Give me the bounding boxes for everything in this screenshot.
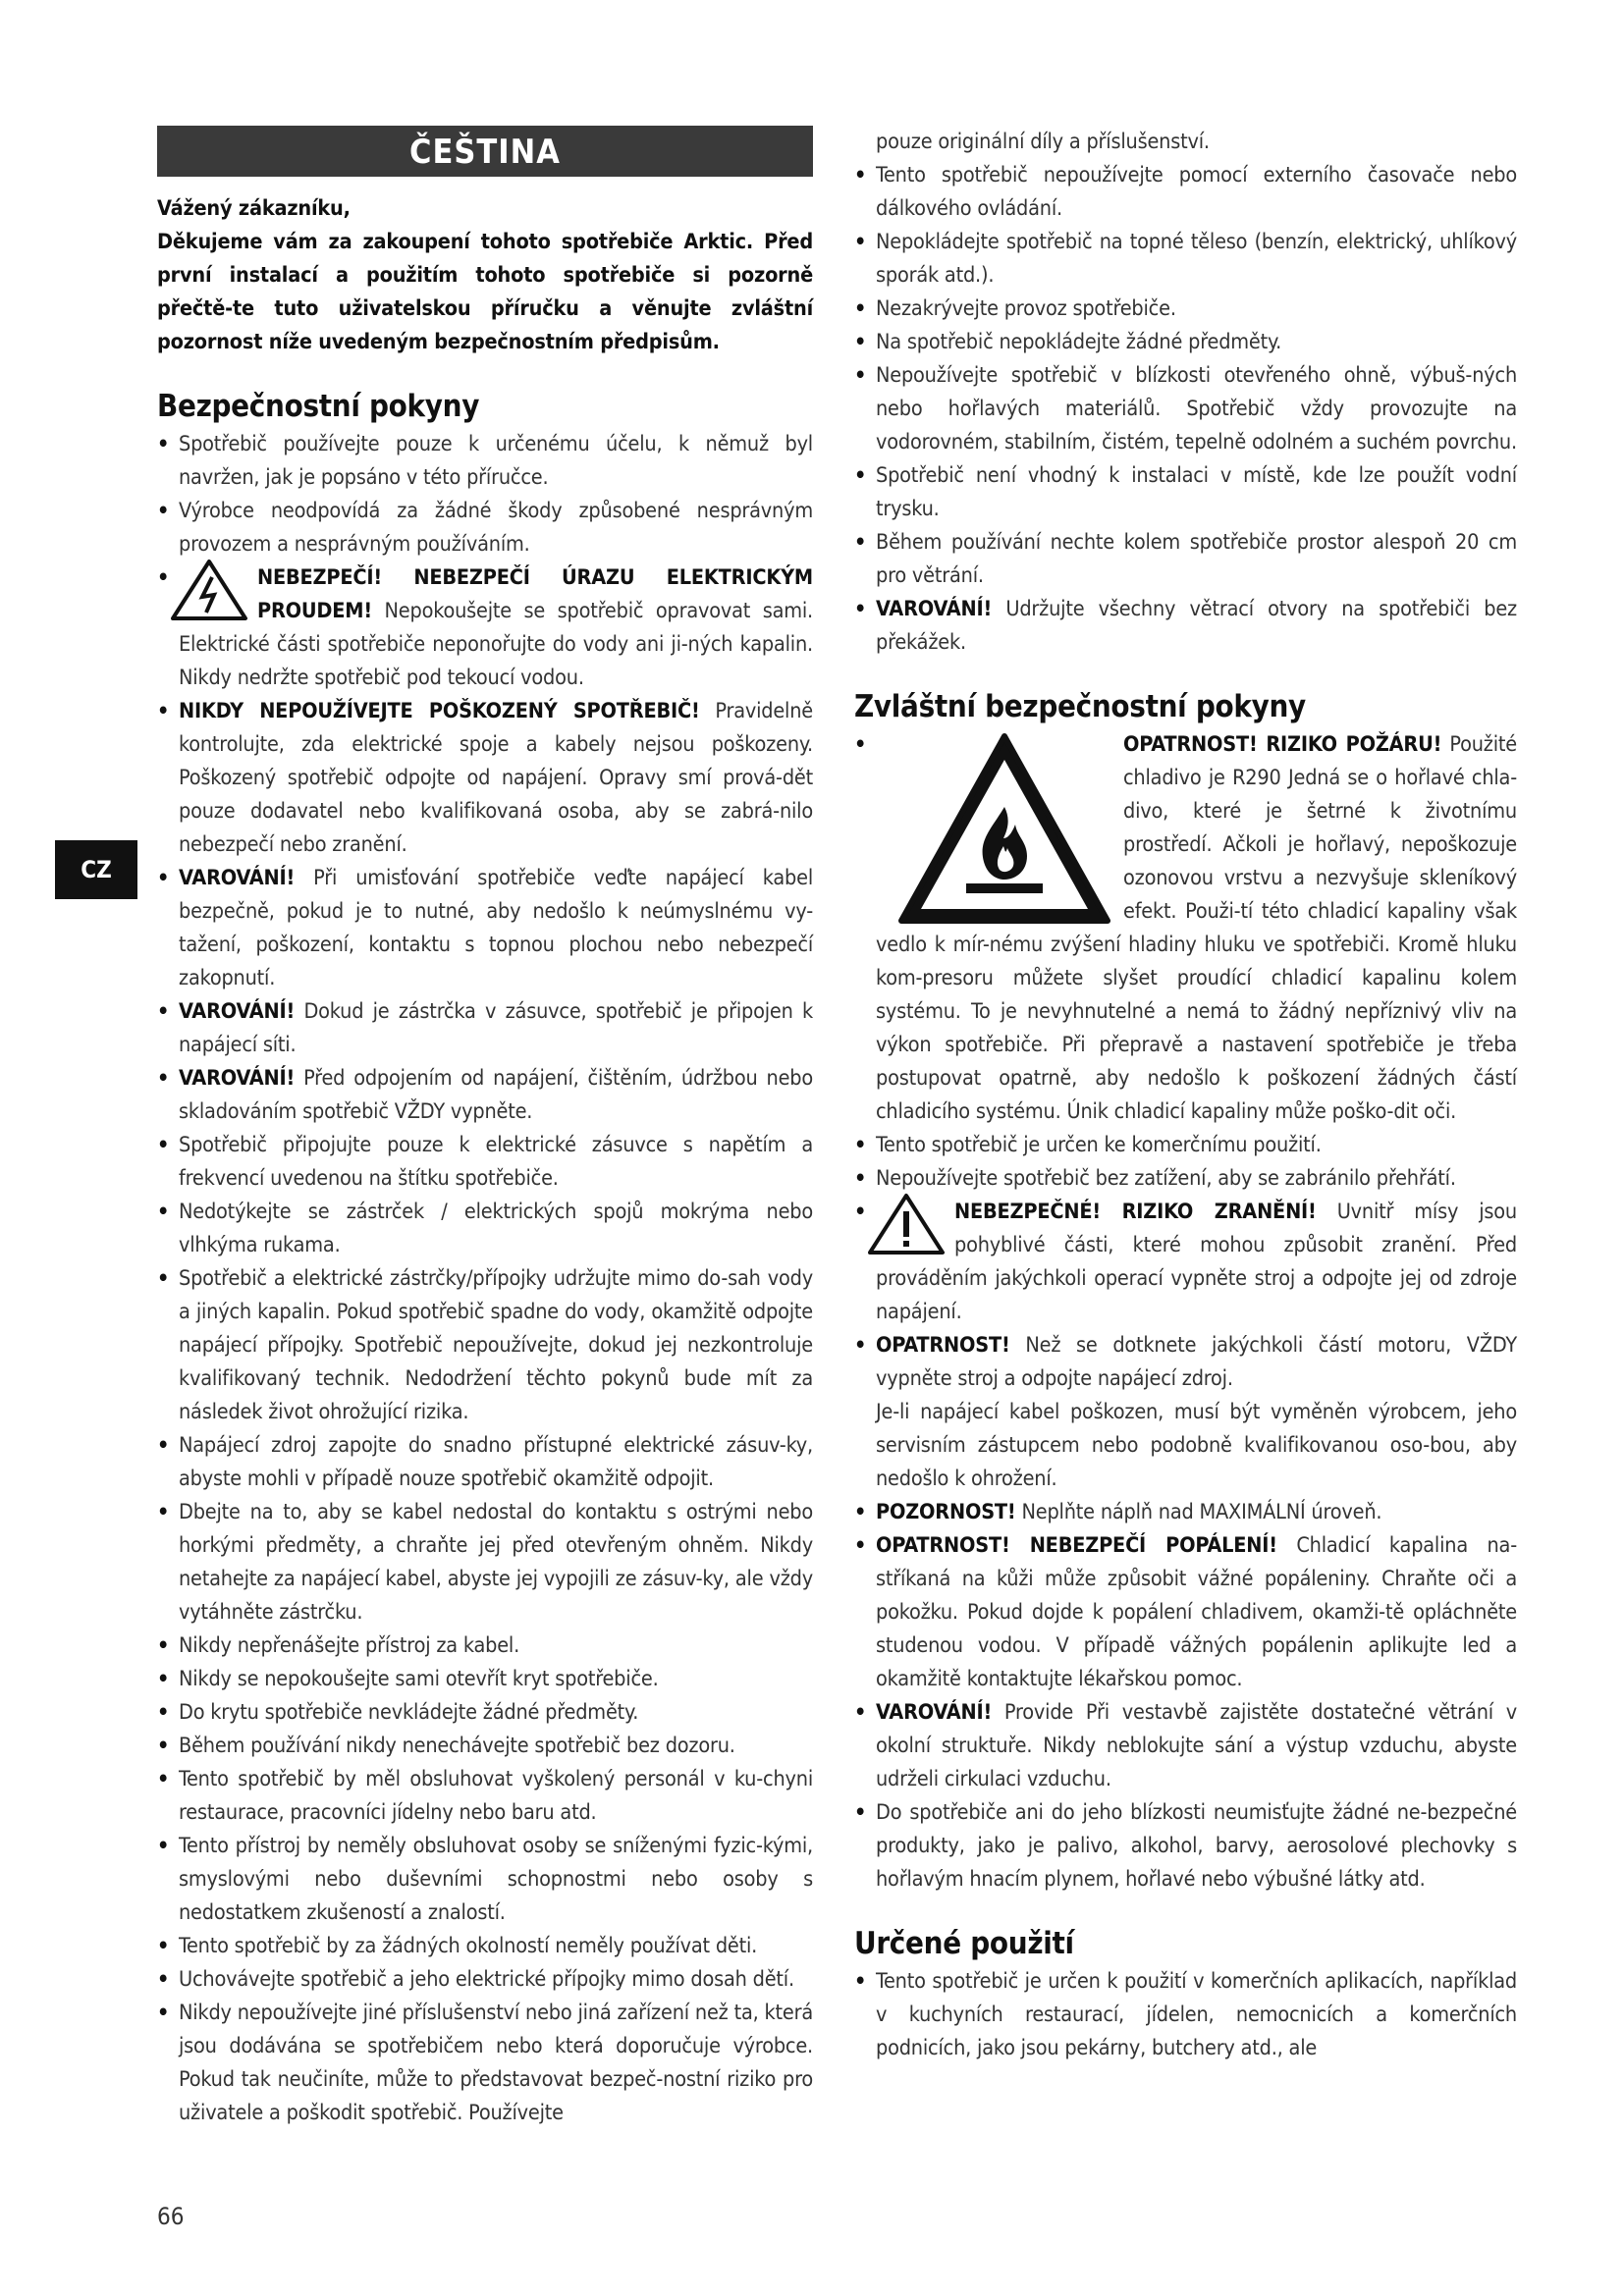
safety-item-text: Tento přístroj by neměly obsluhovat osoby se sníženými fyzic-kými, smyslovými nebo duševními schopnostmi nebo osoby s nedostatkem zkušeností a znalostí.: [179, 1834, 813, 1925]
right-top-item-text: Na spotřebič nepokládejte žádné předměty.: [876, 330, 1282, 354]
special-safety-heading: Zvláštní bezpečnostní pokyny: [854, 689, 1306, 724]
safety-item: [157, 561, 813, 695]
safety-item-text: Dokud je zástrčka v zásuvce, spotřebič je připojen k napájecí síti.: [179, 999, 813, 1057]
safety-item: [157, 1696, 813, 1730]
special-safety-item-text: Provide Při vestavbě zajistěte dostatečné větrání v okolní struktuře. Nikdy neblokujte sání a výstup vzduchu, abyste udrželi cirkulaci vzduchu.: [876, 1700, 1517, 1791]
right-column: [854, 126, 1517, 2065]
safety-item-text: Nikdy nepřenášejte přístroj za kabel.: [179, 1633, 520, 1658]
safety-item: [157, 1730, 813, 1763]
special-safety-item-keyword: POZORNOST!: [876, 1500, 1016, 1524]
safety-item-text: Tento spotřebič by za žádných okolností neměly používat děti.: [179, 1934, 758, 1958]
special-safety-item-keyword: VAROVÁNÍ!: [876, 1700, 993, 1725]
special-safety-item: [854, 1396, 1517, 1496]
safety-item-text: Napájecí zdroj zapojte do snadno přístupné elektrické zásuv-ky, abyste mohli v případě nouze spotřebič okamžitě odpojit.: [179, 1433, 813, 1491]
safety-item-keyword: VAROVÁNÍ!: [179, 999, 296, 1024]
safety-item: [157, 1830, 813, 1930]
intro-greeting: Vážený zákazníku,: [157, 196, 351, 221]
safety-item-text: Nikdy se nepokoušejte sami otevřít kryt spotřebiče.: [179, 1667, 659, 1691]
special-safety-list: [854, 728, 1517, 1896]
safety-item-text: Spotřebič a elektrické zástrčky/přípojky udržujte mimo do-sah vody a jiných kapalin. Pokud spotřebič spadne do vody, okamžitě odpojte napájecí přípojky. Spotřebič nepoužívejte, dokud jej nezkontroluje kvalifikovaný technik. Nedodržení těchto pokynů bude mít za následek život ohrožující rizika.: [179, 1266, 813, 1424]
safety-item-text: Do krytu spotřebiče nevkládejte žádné předměty.: [179, 1700, 639, 1725]
safety-item: [157, 1763, 813, 1830]
right-top-item: [854, 326, 1517, 359]
safety-item: [157, 1930, 813, 1963]
safety-item-keyword: VAROVÁNÍ!: [179, 866, 296, 890]
continuation-text: pouze originální díly a příslušenství.: [876, 130, 1210, 154]
right-top-item-text: Nezakrývejte provoz spotřebiče.: [876, 296, 1176, 321]
electric-shock-warning-icon: [169, 558, 249, 622]
special-safety-item-keyword: OPATRNOST! RIZIKO POŽÁRU!: [1123, 732, 1442, 757]
right-top-item-text: Během používání nechte kolem spotřebiče prostor alespoň 20 cm pro větrání.: [876, 530, 1517, 588]
right-top-item: [854, 526, 1517, 593]
safety-item-text: Pravidelně kontrolujte, zda elektrické spoje a kabely nejsou poškozeny. Poškozený spotřebič odpojte od napájení. Opravy smí prová-dět pouze dodavatel nebo kvalifikovaná osoba, aby se zabrá-nilo nebezpečí nebo zranění.: [179, 699, 813, 857]
safety-item: [157, 862, 813, 995]
special-safety-item: [854, 1529, 1517, 1696]
right-top-item: [854, 593, 1517, 660]
safety-item: [157, 995, 813, 1062]
safety-item-keyword: NIKDY NEPOUŽÍVEJTE POŠKOZENÝ SPOTŘEBIČ!: [179, 699, 700, 723]
right-top-item-keyword: VAROVÁNÍ!: [876, 597, 993, 621]
safety-item: [157, 1496, 813, 1629]
special-safety-item-text: Než se dotknete jakýchkoli částí motoru, VŽDY vypněte stroj a odpojte napájecí zdroj.: [876, 1333, 1517, 1391]
right-top-item: [854, 293, 1517, 326]
safety-item-text: Spotřebič připojujte pouze k elektrické zásuvce s napětím a frekvencí uvedenou na štítku spotřebiče.: [179, 1133, 813, 1191]
safety-item: [157, 495, 813, 561]
special-safety-item: [854, 1329, 1517, 1396]
left-column: [157, 126, 813, 2130]
special-safety-item: [854, 1162, 1517, 1196]
right-top-item-text: Spotřebič není vhodný k instalaci v místě, kde lze použít vodní trysku.: [876, 463, 1517, 521]
right-top-item: [854, 459, 1517, 526]
special-safety-item: [854, 1496, 1517, 1529]
special-safety-item-text: Chladicí kapalina na-stříkaná na kůži může způsobit vážné popáleniny. Chraňte oči a pokožku. Pokud dojde k popálení chladivem, okamži-tě opláchněte studenou vodou. V případě vážných popálenin aplikujte led a okamžitě kontaktujte lékařskou pomoc.: [876, 1533, 1517, 1691]
language-side-tab: CZ: [55, 840, 137, 899]
intro-text: Děkujeme vám za zakoupení tohoto spotřebiče Arktic. Před první instalací a použitím tohoto spotřebiče si pozorně přečtě-te tuto uživatelskou příručku a věnujte zvláštní pozornost níže uvedeným bezpečnostním předpisům.: [157, 230, 813, 354]
safety-item: [157, 695, 813, 862]
special-safety-item: [854, 1129, 1517, 1162]
special-safety-item-text: Nepoužívejte spotřebič bez zatížení, aby se zabránilo přehřátí.: [876, 1166, 1456, 1191]
intended-use-heading: Určené použití: [854, 1926, 1074, 1961]
intended-use-list: [854, 1965, 1517, 2065]
safety-item: [157, 1062, 813, 1129]
safety-item: [157, 1429, 813, 1496]
safety-item: [157, 1129, 813, 1196]
right-top-item-text: Nepokládejte spotřebič na topné těleso (benzín, elektrický, uhlíkový sporák atd.).: [876, 230, 1517, 288]
language-title-bar: ČEŠTINA: [157, 126, 813, 177]
right-top-item: [854, 226, 1517, 293]
safety-item-text: Při umisťování spotřebiče veďte napájecí kabel bezpečně, pokud je to nutné, aby nedošlo k neúmyslnému vy-tažení, poškození, kontaktu s topnou plochou nebo nebezpečí zakopnutí.: [179, 866, 813, 990]
special-safety-item-text: Do spotřebiče ani do jeho blízkosti neumisťujte žádné ne-bezpečné produkty, jako je palivo, alkohol, barvy, aerosolové plechovky s hořlavým hnacím plynem, hořlavé nebo výbušné látky atd.: [876, 1800, 1517, 1892]
special-safety-item-keyword: NEBEZPEČNÉ! RIZIKO ZRANĚNÍ!: [954, 1200, 1317, 1224]
safety-item-text: Spotřebič používejte pouze k určenému účelu, k němuž byl navržen, jak je popsáno v této příručce.: [179, 432, 813, 490]
special-safety-item-text: Použité chladivo je R290 Jedná se o hořlavé chla-divo, které je šetrné k životnímu prostředí. Ačkoli je hořlavý, nepoškozuje ozonovou vrstvu a nezvyšuje skleníkový efekt. Použi-tí této chladicí kapaliny však vedlo k mír-nému zvýšení hladiny hluku ve spotřebiči. Kromě hluku kom-presoru můžete slyšet proudící chladicí kapalinu kolem systému. To je nevyhnutelné a nemá to žádný nepříznivý vliv na výkon spotřebiče. Při přepravě a nastavení spotřebiče je třeba postupovat opatrně, aby nedošlo k poškození žádných částí chladicího systému. Únik chladicí kapaliny může poško-dit oči.: [876, 732, 1517, 1124]
general-warning-icon: [866, 1192, 947, 1256]
safety-item-text: Před odpojením od napájení, čištěním, údržbou nebo skladováním spotřebič VŽDY vypněte.: [179, 1066, 813, 1124]
right-top-item-text: Udržujte všechny větrací otvory na spotřebiči bez překážek.: [876, 597, 1517, 655]
safety-item-text: Nedotýkejte se zástrček / elektrických spojů mokrýma nebo vlhkýma rukama.: [179, 1200, 813, 1257]
safety-heading: Bezpečnostní pokyny: [157, 389, 480, 424]
safety-item-text: Nikdy nepoužívejte jiné příslušenství nebo jiná zařízení než ta, která jsou dodávána se spotřebičem nebo která doporučuje výrobce. Pokud tak neučiníte, může to představovat bezpeč-nostní riziko pro uživatele a poškodit spotřebič. Používejte: [179, 2001, 813, 2125]
special-safety-item-text: Je-li napájecí kabel poškozen, musí být vyměněn výrobcem, jeho servisním zástupcem nebo podobně kvalifikovanou oso-bou, aby nedošlo k ohrožení.: [876, 1400, 1517, 1491]
right-top-item: [854, 359, 1517, 459]
safety-item: [157, 1262, 813, 1429]
safety-item-text: Během používání nikdy nenechávejte spotřebič bez dozoru.: [179, 1734, 735, 1758]
safety-item: [157, 1663, 813, 1696]
safety-item-text: Výrobce neodpovídá za žádné škody způsobené nesprávným provozem a nesprávným používáním.: [179, 499, 813, 557]
special-safety-item-text: Neplňte náplň nad MAXIMÁLNÍ úroveň.: [1015, 1500, 1382, 1524]
special-safety-item-keyword: OPATRNOST!: [876, 1333, 1010, 1358]
intended-use-item: [854, 1965, 1517, 2065]
special-safety-item: [854, 1696, 1517, 1796]
right-top-item: [854, 159, 1517, 226]
special-safety-item-keyword: OPATRNOST! NEBEZPEČÍ POPÁLENÍ!: [876, 1533, 1277, 1558]
right-top-item-text: Tento spotřebič nepoužívejte pomocí externího časovače nebo dálkového ovládání.: [876, 163, 1517, 221]
safety-item-text: Uchovávejte spotřebič a jeho elektrické přípojky mimo dosah dětí.: [179, 1967, 794, 1992]
safety-item: [157, 1629, 813, 1663]
special-safety-item: [854, 1796, 1517, 1896]
safety-item: [157, 1963, 813, 1997]
flammable-warning-icon: [895, 730, 1113, 927]
special-safety-item: [854, 728, 1517, 1129]
safety-item-text: Nepokoušejte se spotřebič opravovat sami. Elektrické části spotřebiče neponořujte do vody ani ji-ných kapalin. Nikdy nedržte spotřebič pod tekoucí vodou.: [179, 599, 813, 690]
intended-use-item-text: Tento spotřebič je určen k použití v komerčních aplikacích, například v kuchyních restaurací, jídelen, nemocnicích a komerčních podnicích, jako jsou pekárny, butchery atd., ale: [876, 1969, 1517, 2060]
special-safety-item: [854, 1196, 1517, 1329]
special-safety-item-text: Uvnitř mísy jsou pohyblivé části, které mohou způsobit zranění. Před prováděním jakýchkoli operací vypněte stroj a odpojte jej od zdroje napájení.: [876, 1200, 1517, 1324]
safety-item: [157, 1997, 813, 2130]
page-number: 66: [157, 2203, 185, 2230]
safety-item: [157, 428, 813, 495]
right-top-list: [854, 159, 1517, 660]
special-safety-item-text: Tento spotřebič je určen ke komerčnímu použití.: [876, 1133, 1322, 1157]
safety-list: [157, 428, 813, 2130]
safety-item-keyword: VAROVÁNÍ!: [179, 1066, 296, 1091]
safety-item-text: Tento spotřebič by měl obsluhovat vyškolený personál v ku-chyni restaurace, pracovníci jídelny nebo baru atd.: [179, 1767, 813, 1825]
safety-item-keyword: NEBEZPEČÍ! NEBEZPEČÍ ÚRAZU ELEKTRICKÝM PROUDEM!: [257, 565, 813, 623]
safety-item: [157, 1196, 813, 1262]
safety-item-text: Dbejte na to, aby se kabel nedostal do kontaktu s ostrými nebo horkými předměty, a chraňte jej před otevřeným ohněm. Nikdy netahejte za napájecí kabel, abyste jej vypojili ze zásuv-ky, ale vždy vytáhněte zástrčku.: [179, 1500, 813, 1625]
right-top-item-text: Nepoužívejte spotřebič v blízkosti otevřeného ohně, výbuš-ných nebo hořlavých materiálů. Spotřebič vždy provozujte na vodorovném, stabilním, čistém, tepelně odolném a suchém povrchu.: [876, 363, 1517, 454]
